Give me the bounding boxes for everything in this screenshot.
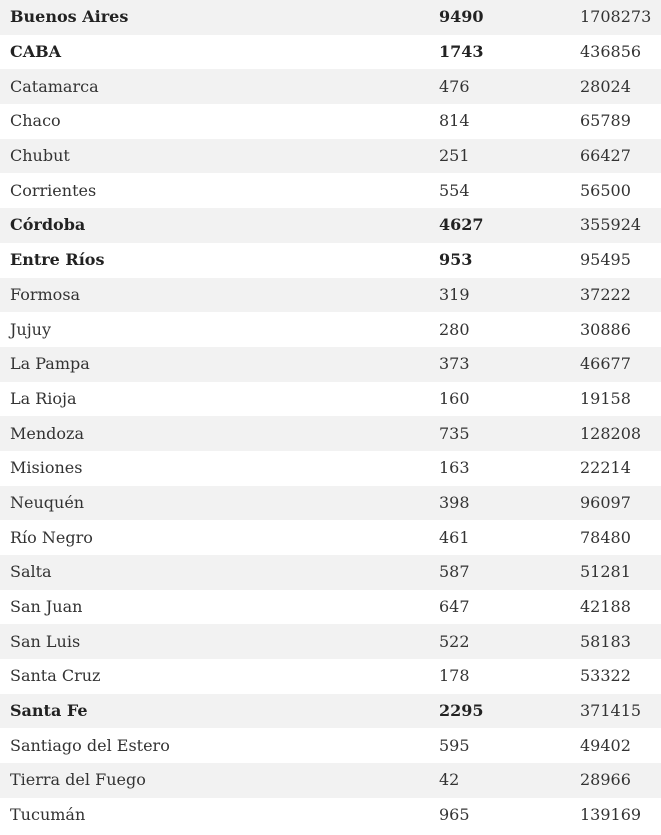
province-value-2: 22214 [570, 451, 661, 486]
province-value-2: 65789 [570, 104, 661, 139]
table-row [0, 208, 661, 243]
table-row [0, 590, 661, 625]
table-row [0, 139, 661, 174]
province-value-1: 251 [429, 139, 570, 174]
province-value-1: 319 [429, 278, 570, 313]
table-row [0, 312, 661, 347]
table-row [0, 451, 661, 486]
table-row [0, 69, 661, 104]
province-value-2: 51281 [570, 555, 661, 590]
province-value-2: 56500 [570, 173, 661, 208]
province-name: Santiago del Estero [0, 728, 429, 763]
province-value-2: 95495 [570, 243, 661, 278]
province-value-2: 19158 [570, 382, 661, 417]
table-row [0, 486, 661, 521]
province-name: Santa Fe [0, 694, 429, 729]
table-row [0, 243, 661, 278]
province-value-2: 28966 [570, 763, 661, 798]
table-row [0, 35, 661, 70]
province-value-1: 814 [429, 104, 570, 139]
province-name: Tucumán [0, 798, 429, 833]
province-value-1: 522 [429, 624, 570, 659]
province-name: Corrientes [0, 173, 429, 208]
province-value-2: 78480 [570, 520, 661, 555]
table-row [0, 624, 661, 659]
province-value-2: 28024 [570, 69, 661, 104]
province-value-1: 461 [429, 520, 570, 555]
province-value-2: 37222 [570, 278, 661, 313]
province-value-2: 30886 [570, 312, 661, 347]
province-name: La Rioja [0, 382, 429, 417]
province-value-2: 49402 [570, 728, 661, 763]
table-row [0, 728, 661, 763]
province-value-2: 53322 [570, 659, 661, 694]
province-value-2: 139169 [570, 798, 661, 833]
province-value-1: 647 [429, 590, 570, 625]
table-row [0, 520, 661, 555]
province-name: Formosa [0, 278, 429, 313]
province-value-1: 735 [429, 416, 570, 451]
province-name: Chubut [0, 139, 429, 174]
province-name: Mendoza [0, 416, 429, 451]
province-value-1: 554 [429, 173, 570, 208]
province-value-1: 9490 [429, 0, 570, 35]
province-value-2: 58183 [570, 624, 661, 659]
province-value-1: 163 [429, 451, 570, 486]
province-value-2: 371415 [570, 694, 661, 729]
province-value-1: 953 [429, 243, 570, 278]
table-row [0, 416, 661, 451]
province-name: Entre Ríos [0, 243, 429, 278]
province-value-1: 280 [429, 312, 570, 347]
province-name: La Pampa [0, 347, 429, 382]
province-value-1: 476 [429, 69, 570, 104]
province-name: Tierra del Fuego [0, 763, 429, 798]
province-value-2: 436856 [570, 35, 661, 70]
table-row [0, 278, 661, 313]
province-name: Río Negro [0, 520, 429, 555]
province-name: Misiones [0, 451, 429, 486]
province-value-2: 42188 [570, 590, 661, 625]
province-value-2: 128208 [570, 416, 661, 451]
province-name: Córdoba [0, 208, 429, 243]
table-row [0, 173, 661, 208]
table-row [0, 798, 661, 833]
province-name: Catamarca [0, 69, 429, 104]
province-name: Neuquén [0, 486, 429, 521]
province-value-2: 96097 [570, 486, 661, 521]
province-value-1: 42 [429, 763, 570, 798]
province-value-1: 2295 [429, 694, 570, 729]
province-name: San Juan [0, 590, 429, 625]
province-value-1: 160 [429, 382, 570, 417]
province-value-1: 965 [429, 798, 570, 833]
province-value-1: 4627 [429, 208, 570, 243]
province-value-2: 1708273 [570, 0, 661, 35]
table-row [0, 0, 661, 35]
table-row [0, 763, 661, 798]
table-row [0, 104, 661, 139]
province-name: Buenos Aires [0, 0, 429, 35]
province-name: San Luis [0, 624, 429, 659]
province-value-1: 373 [429, 347, 570, 382]
table-row [0, 382, 661, 417]
province-name: Chaco [0, 104, 429, 139]
province-value-2: 66427 [570, 139, 661, 174]
table-row [0, 694, 661, 729]
province-value-1: 587 [429, 555, 570, 590]
province-value-1: 595 [429, 728, 570, 763]
province-value-1: 1743 [429, 35, 570, 70]
table-row [0, 659, 661, 694]
province-value-2: 355924 [570, 208, 661, 243]
table-row [0, 347, 661, 382]
province-name: Salta [0, 555, 429, 590]
province-name: Santa Cruz [0, 659, 429, 694]
province-value-2: 46677 [570, 347, 661, 382]
table-row [0, 555, 661, 590]
province-name: Jujuy [0, 312, 429, 347]
province-value-1: 178 [429, 659, 570, 694]
province-name: CABA [0, 35, 429, 70]
province-value-1: 398 [429, 486, 570, 521]
